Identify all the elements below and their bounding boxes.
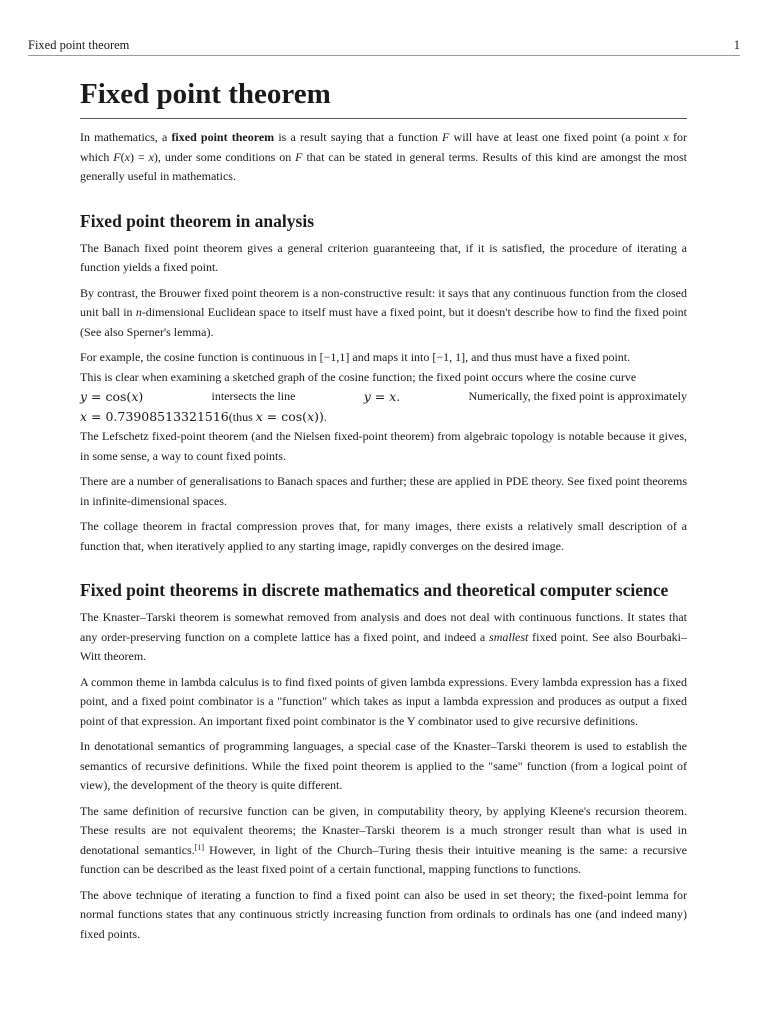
intro-text-3: will have at least one fixed point (a point <box>449 130 664 144</box>
banach-paragraph <box>80 239 687 278</box>
intro-var-x: x <box>663 130 669 144</box>
section-heading-discrete: Fixed point theorems in discrete mathematics and theoretical computer science <box>80 580 669 600</box>
math-var-y: y <box>80 389 88 404</box>
brouwer-text-1: By contrast, the Brouwer fixed point theorem is a non-constructive result: it says that any continuous function from the closed unit ball in <box>80 285 687 319</box>
math-close-paren: ) <box>138 389 144 404</box>
math-var-x: x <box>80 408 88 424</box>
math-var-x: x <box>389 389 397 404</box>
knaster-text-2: fixed point. See also Bourbaki–Witt theorem. <box>80 629 687 663</box>
math-x-eq-cos-x <box>256 409 324 424</box>
intro-var-F: F <box>442 130 450 144</box>
intro-var-F: F <box>295 149 303 164</box>
intro-bold-term: fixed point theorem <box>171 130 275 144</box>
intro-text-8: that can be stated in general terms. Results of this kind are amongst the most generally useful in mathematics. <box>80 149 687 183</box>
math-var-x: x <box>255 408 263 424</box>
settheory-text: The above technique of iterating a function to find a fixed point can also be used in set theory; the fixed-point lemma for normal functions states that any continuous strictly increasing function from ordinals to ordinals has one (and indeed many) fixed points. <box>80 887 687 941</box>
cosine-line-3 <box>80 387 687 407</box>
intro-var-x: x <box>148 149 154 164</box>
banach-text: The Banach fixed point theorem gives a general criterion guaranteeing that, if it is satisfied, the procedure of iterating a function yields a fixed point. <box>80 240 687 274</box>
math-var-x: x <box>307 408 315 424</box>
math-value: = 0.73908513321516 <box>87 408 229 424</box>
collage-text: The collage theorem in fractal compression proves that, for many images, there exists a relatively small description of a function that, when iteratively applied to any starting image, rapidly converges on the desired image. <box>80 519 687 553</box>
generalisations-text: There are a number of generalisations to Banach spaces and further; these are applied in PDE theory. See fixed point theorems in infinite-dimensional spaces. <box>80 474 687 508</box>
article-body <box>80 77 687 944</box>
intro-var-F: F <box>113 149 121 164</box>
intro-paragraph <box>80 128 687 187</box>
brouwer-paragraph <box>80 284 687 343</box>
kleene-paragraph <box>80 802 687 880</box>
intro-text-7: ), under some conditions on <box>153 149 296 164</box>
math-eq-cos: = cos( <box>262 408 308 424</box>
intro-text-2: is a result saying that a function <box>274 130 443 144</box>
lefschetz-paragraph <box>80 427 687 466</box>
lefschetz-text: The Lefschetz fixed-point theorem (and the Nielsen fixed-point theorem) from algebraic topology is notable because it gives, in some sense, a way to count fixed points. <box>80 429 687 463</box>
cosine-end: . <box>323 409 327 424</box>
kleene-text-2: However, in light of the Church–Turing thesis their intuitive meaning is the same: a recursive function can be described as the least fixed point of a certain functional, mapping functions to functions. <box>80 842 688 876</box>
running-header <box>28 38 740 56</box>
denotational-paragraph <box>80 737 687 796</box>
denotational-text: In denotational semantics of programming languages, a special case of the Knaster–Tarski theorem is used to establish the semantics of recursive definitions. While the fixed point theorem is applied to the "same" function (from a logical point of view), the development of the theory is quite different. <box>80 739 687 792</box>
brouwer-var-n: n <box>135 305 142 319</box>
knaster-emphasis: smallest <box>489 629 529 644</box>
lambda-text: A common theme in lambda calculus is to find fixed points of given lambda expressions. Every lambda expression has a fixed point, and a fixed point combinator is a "function" which takes as input a lambda expression and produces as output a fixed point of that expression. An important fixed point combinator is the Y combinator used to give recursive definitions. <box>80 674 687 728</box>
reference-1[interactable]: [1] <box>194 842 205 852</box>
running-header-title: Fixed point theorem <box>28 38 130 52</box>
generalisations-paragraph <box>80 472 687 511</box>
intro-text-4: for which <box>80 130 688 164</box>
cosine-intersects: intersects the line <box>208 389 299 403</box>
math-eq-cos: = cos( <box>87 389 132 404</box>
math-var-y: y <box>363 389 371 404</box>
math-period: . <box>396 389 401 404</box>
cosine-line-2: This is clear when examining a sketched graph of the cosine function; the fixed point occurs where the cosine curve <box>80 369 637 384</box>
cosine-thus: (thus <box>228 409 256 424</box>
math-close-paren: )) <box>314 408 324 424</box>
intro-text-1: In mathematics, a <box>80 130 172 144</box>
math-var-x: x <box>131 389 139 404</box>
knaster-text-1: The Knaster–Tarski theorem is somewhat removed from analysis and does not deal with continuous functions. It states that any order-preserving function on a complete lattice has a fixed point, and indeed a <box>80 610 687 644</box>
math-eq: = <box>370 389 390 404</box>
math-y-eq-cos-x <box>80 387 143 407</box>
cosine-line-1: For example, the cosine function is continuous in [−1,1] and maps it into [−1, 1], and thus must have a fixed point. <box>80 350 631 364</box>
page-number: 1 <box>733 38 740 52</box>
lambda-paragraph <box>80 673 687 732</box>
intro-text-6: ) = <box>129 149 149 164</box>
intro-var-x: x <box>124 149 130 164</box>
math-y-eq-x <box>364 387 401 407</box>
settheory-paragraph <box>80 886 687 945</box>
cosine-line-4 <box>80 407 687 428</box>
cosine-paragraph <box>80 348 687 427</box>
cosine-numerically: Numerically, the fixed point is approximately <box>465 389 687 403</box>
kleene-text-1: The same definition of recursive function can be given, in computability theory, by applying Kleene's recursion theorem. These results are not equivalent theorems; the Knaster–Tarski theorem is a much stronger result than what is used in denotational semantics. <box>80 803 687 857</box>
section-heading-analysis: Fixed point theorem in analysis <box>80 210 315 231</box>
brouwer-text-2: -dimensional Euclidean space to itself must have a fixed point, but it doesn't describe how to find the fixed point (See also Sperner's lemma). <box>80 305 687 339</box>
knaster-paragraph <box>80 608 687 667</box>
intro-text-5: ( <box>120 149 125 164</box>
collage-paragraph <box>80 517 687 556</box>
page-title: Fixed point theorem <box>80 77 687 119</box>
math-fixed-point-value <box>80 409 229 424</box>
